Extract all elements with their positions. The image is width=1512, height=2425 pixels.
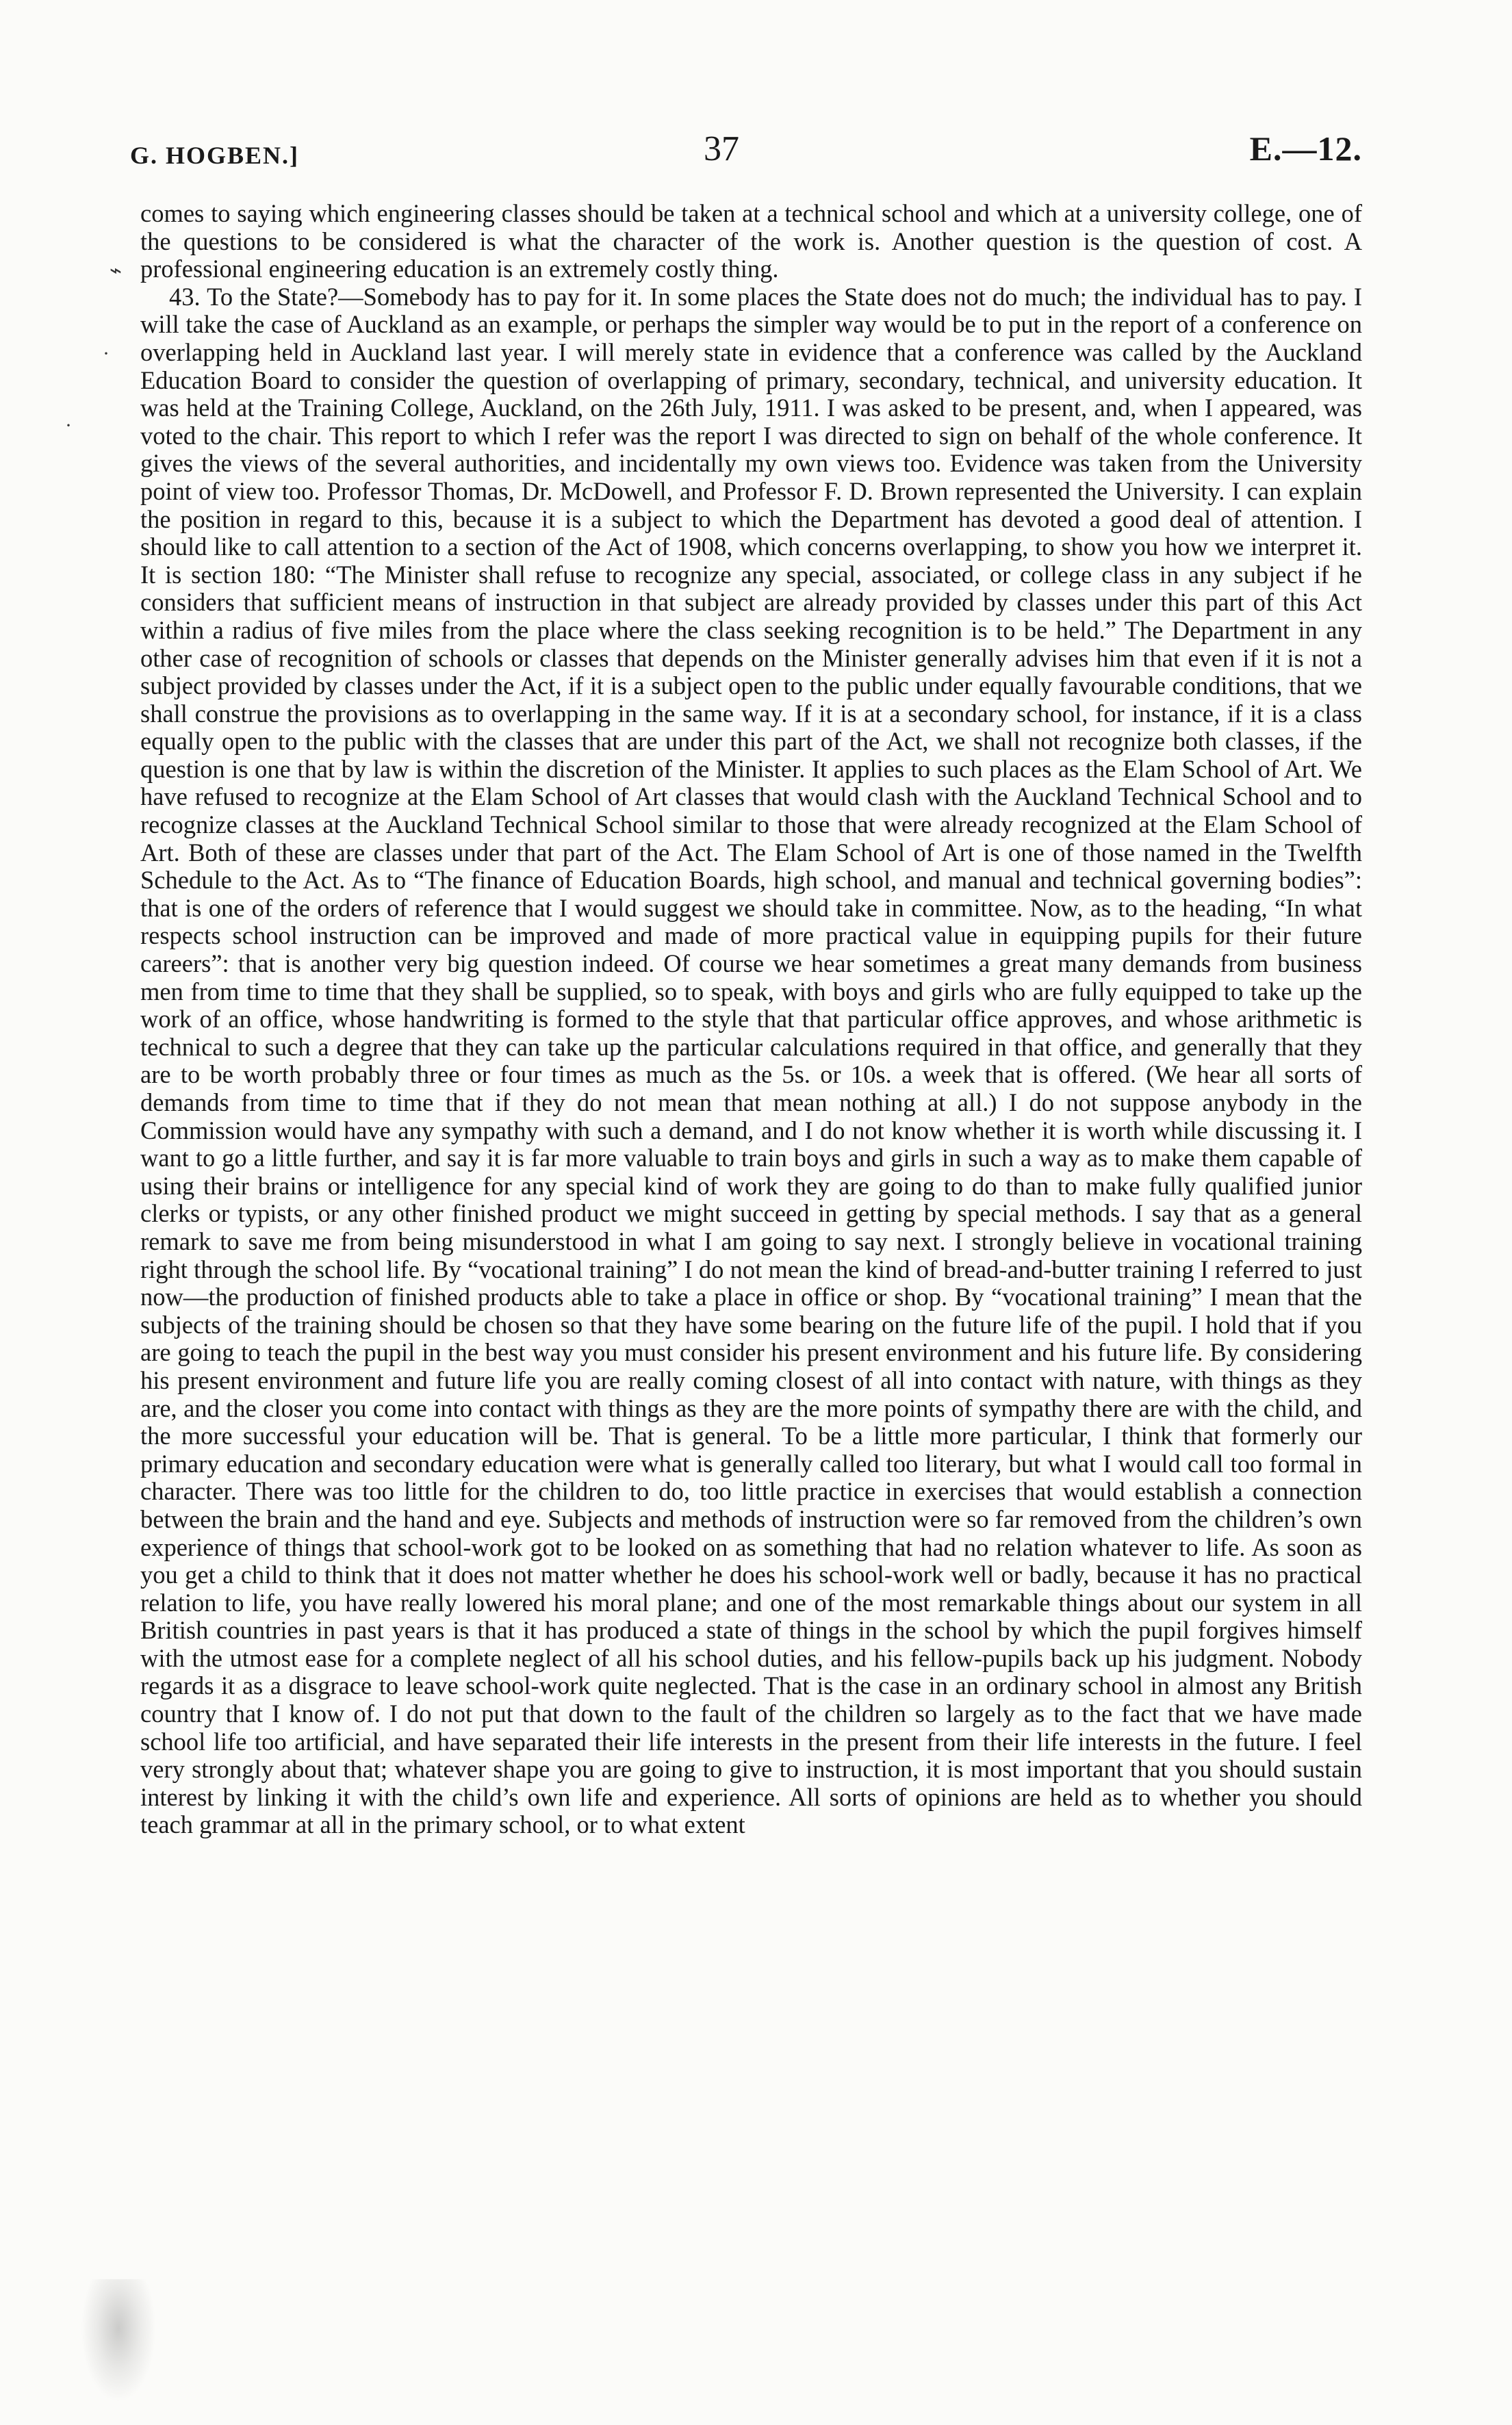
witness-name: G. HOGBEN.] [130, 142, 300, 169]
body-text [140, 200, 1362, 1839]
margin-mark: · [65, 414, 72, 437]
page-number: 37 [704, 129, 739, 168]
paragraph-continuation: comes to saying which engineering classes should be taken at a technical school and which at a university college, one of the questions to be considered is what the character of the work is. Another question is the question of cost. A professional engineering education is an extremely costly thing. [140, 199, 1362, 283]
page-header [130, 129, 1362, 177]
document-reference: E.—12. [1249, 129, 1362, 168]
margin-mark: ⌁ [110, 259, 123, 282]
page-smudge [81, 2279, 156, 2402]
paragraph-answer-43: 43. To the State?—Somebody has to pay for it. In some places the State does not do much; the individual has to pay. I will take the case of Auckland as an example, or perhaps the simpler way would be to put in the report of a conference on overlapping held in Auckland last year. I will merely state in evidence that a conference was called by the Auckland Education Board to consider the question of overlapping of primary, secondary, technical, and university education. It was held at the Training College, Auckland, on the 26th July, 1911. I was asked to be present, and, when I appeared, was voted to the chair. This report to which I refer was the report I was directed to sign on behalf of the whole conference. It gives the views of the several authorities, and incidentally my own views too. Evidence was taken from the University point of view too. Professor Thomas, Dr. McDowell, and Professor F. D. Brown represented the University. I can explain the position in regard to this, because it is a subject to which the Department has devoted a good deal of attention. I should like to call attention to a section of the Act of 1908, which concerns overlapping, to show you how we interpret it. It is section 180: “The Minister shall refuse to recognize any special, associated, or college class in any subject if he considers that sufficient means of instruction in that subject are already provided by classes under this part of this Act within a radius of five miles from the place where the class seeking recognition is to be held.” The Department in any other case of recognition of schools or classes that depends on the Minister generally advises him that even if it is not a subject provided by classes under the Act, if it is a subject open to the public under equally favourable conditions, that we shall construe the provisions as to overlapping in the same way. If it is at a secondary school, for instance, if it is a class equally open to the public with the classes that are under this part of the Act, we shall not recognize both classes, if the question is one that by law is within the discretion of the Minister. It applies to such places as the Elam School of Art. We have refused to recognize at the Elam School of Art classes that would clash with the Auckland Technical School and to recognize classes at the Auckland Technical School similar to those that were already recognized at the Elam School of Art. Both of these are classes under that part of the Act. The Elam School of Art is one of those named in the Twelfth Schedule to the Act. As to “The finance of Education Boards, high school, and manual and technical governing bodies”: that is one of the orders of reference that I would suggest we should take in committee. Now, as to the heading, “In what respects school instruction can be improved and made of more practical value in equipping pupils for their future careers”: that is another very big question indeed. Of course we hear sometimes a great many demands from business men from time to time that they shall be supplied, so to speak, with boys and girls who are fully equipped to take up the work of an office, whose handwriting is formed to the style that that particular office approves, and whose arithmetic is technical to such a degree that they can take up the particular calculations required in that office, and generally that they are to be worth probably three or four times as much as the 5s. or 10s. a week that is offered. (We hear all sorts of demands from time to time that if they do not mean that mean nothing at all.) I do not suppose anybody in the Commission would have any sympathy with such a demand, and I do not know whether it is worth while discussing it. I want to go a little further, and say it is far more valuable to train boys and girls in such a way as to make them capable of using their brains or intelligence for any special kind of work they are going to do than to make fully qualified junior clerks or typists, or any other finished product we might succeed in getting by special methods. I say that as a general remark to save me from being misunderstood in what I am going to say next. I strongly believe in vocational training right through the school life. By “vocational training” I do not mean the kind of bread-and-butter training I referred to just now—the production of finished products able to take a place in office or shop. By “vocational training” I mean that the subjects of the training should be chosen so that they have some bearing on the future life of the pupil. I hold that if you are going to teach the pupil in the best way you must consider his present environment and his future life. By considering his present environment and future life you are really coming closest of all into contact with nature, with things as they are, and the closer you come into contact with things as they are the more points of sympathy there are with the child, and the more successful your education will be. That is general. To be a little more particular, I think that formerly our primary education and secondary education were what is generally called too literary, but what I would call too formal in character. There was too little for the children to do, too little practice in exercises that would establish a connection between the brain and the hand and eye. Subjects and methods of instruction were so far removed from the children’s own experience of things that school-work got to be looked on as something that had no relation whatever to life. As soon as you get a child to think that it does not matter whether he does his school-work well or badly, because it has no practical relation to life, you have really lowered his moral plane; and one of the most remarkable things about our system in all British countries in past years is that it has produced a state of things in the school by which the pupil forgives himself with the utmost ease for a complete neglect of all his school duties, and his fellow-pupils back up his judgment. Nobody regards it as a disgrace to leave school-work quite neglected. That is the case in an ordinary school in almost any British country that I know of. I do not put that down to the fault of the children so largely as to the fact that we have made school life too artificial, and have separated their life interests in the present from their life interests in the future. I feel very strongly about that; whatever shape you are going to give to instruction, it is most important that you should sustain interest by linking it with the child’s own life and experience. All sorts of opinions are held as to whether you should teach grammar at all in the primary school, or to what extent [140, 282, 1362, 1839]
margin-mark: · [103, 342, 110, 365]
